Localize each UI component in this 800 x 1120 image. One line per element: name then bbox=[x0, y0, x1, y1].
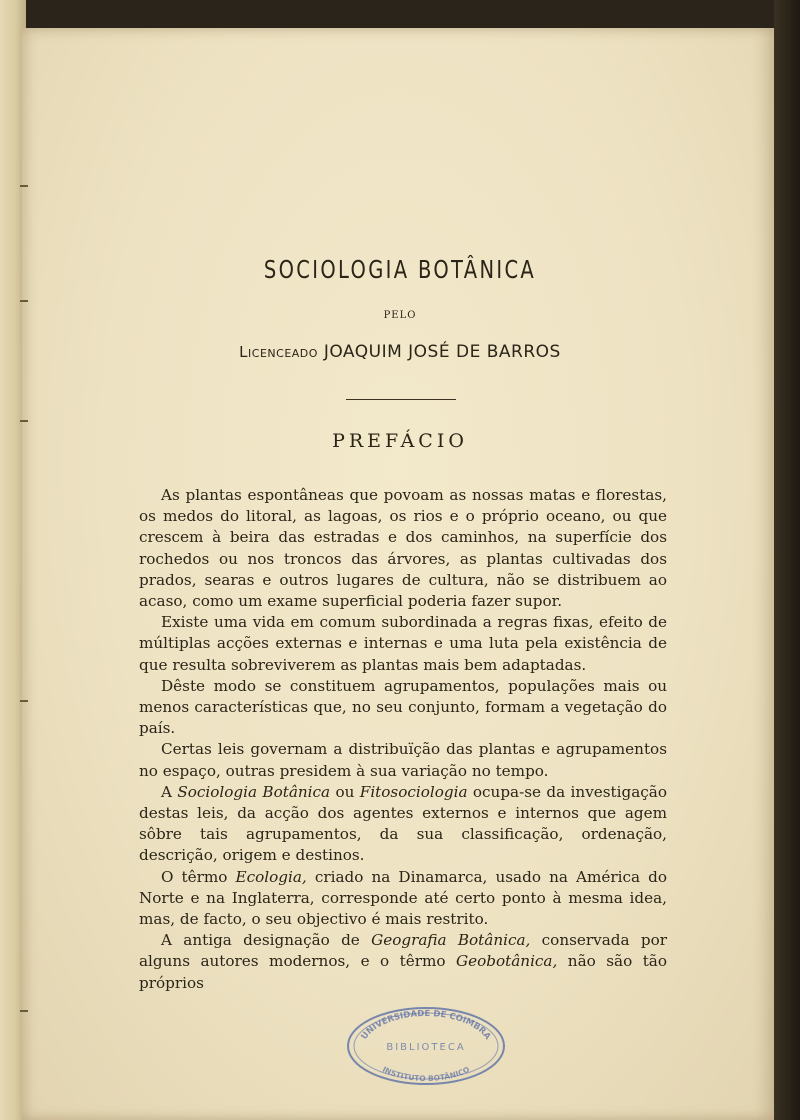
paragraph bbox=[139, 782, 667, 867]
stamp-middle-text: BIBLIOTECA bbox=[386, 1042, 466, 1053]
italic-term: Ecologia, bbox=[235, 867, 307, 886]
paragraph bbox=[139, 612, 667, 676]
italic-term: Geografia Botânica, bbox=[371, 931, 531, 950]
section-divider bbox=[346, 399, 456, 400]
italic-term: Geobotânica, bbox=[456, 952, 558, 971]
text-run: ou bbox=[330, 782, 360, 801]
text-run: conservada por alguns autores modernos, e o têrmo bbox=[139, 931, 667, 971]
text-run: Certas leis governam a distribuïção das plantas e agrupamentos no espaço, outras presidem à sua variação no tempo. bbox=[139, 740, 667, 780]
stamp-top-text: UNIVERSIDADE DE COIMBRA bbox=[359, 1008, 493, 1042]
paragraph bbox=[139, 930, 667, 994]
italic-term: Sociologia Botânica bbox=[177, 782, 331, 801]
text-run: criado na Dinamarca, usado na América do Norte e na Inglaterra, corresponde até certo ponto à mesma idea, mas, de facto, o seu objectivo é mais restrito. bbox=[139, 867, 667, 929]
document-title: SOCIOLOGIA BOTÂNICA bbox=[263, 255, 537, 284]
body-text bbox=[139, 485, 667, 994]
text-run: Dêste modo se constituem agrupamentos, populações mais ou menos características que, no seu conjunto, formam a vegetação do país. bbox=[139, 676, 667, 738]
text-run: As plantas espontâneas que povoam as nossas matas e florestas, os medos do litoral, as lagoas, os rios e o próprio oceano, ou que crescem à beira das estradas e dos caminhos, na superfície dos rochedos ou nos troncos das árvores, as plantas cultivadas dos prados, searas e outros lugares de cultura, não se distribuem ao acaso, como um exame superficial poderia fazer supor. bbox=[139, 486, 667, 611]
stamp-bottom-text: INSTITUTO BOTÂNICO bbox=[380, 1064, 471, 1084]
author-line bbox=[0, 342, 800, 362]
paragraph bbox=[139, 676, 667, 740]
section-heading: PREFÁCIO bbox=[332, 430, 468, 452]
byline: PELO bbox=[383, 310, 417, 321]
page-edge-shadow bbox=[774, 0, 800, 1120]
binding-mark bbox=[20, 300, 28, 302]
binding-mark bbox=[20, 420, 28, 422]
author-name: JOAQUIM JOSÉ DE BARROS bbox=[323, 342, 561, 362]
binding-mark bbox=[20, 185, 28, 187]
text-run: ocupa-se da investigação destas leis, da acção dos agentes externos e internos que agem sôbre tais agrupamentos, da sua classificação, ordenação, descrição, origem e destinos. bbox=[139, 782, 667, 865]
library-stamp bbox=[345, 1005, 507, 1087]
paragraph bbox=[139, 485, 667, 612]
binding-mark bbox=[20, 700, 28, 702]
text-run: Existe uma vida em comum subordinada a regras fixas, efeito de múltiplas acções externas e internas e uma luta pela existência de que resulta sobreviverem as plantas mais bem adaptadas. bbox=[139, 613, 667, 674]
binding-mark bbox=[20, 1010, 28, 1012]
paragraph bbox=[139, 739, 667, 781]
italic-term: Fitosociologia bbox=[359, 782, 468, 801]
text-run: A bbox=[161, 782, 178, 801]
text-run: A antiga designação de bbox=[161, 931, 372, 950]
text-run: não são tão próprios bbox=[139, 952, 667, 992]
text-run: O têrmo bbox=[161, 867, 236, 886]
author-prefix: Licenceado bbox=[239, 343, 318, 361]
paragraph bbox=[139, 867, 667, 931]
